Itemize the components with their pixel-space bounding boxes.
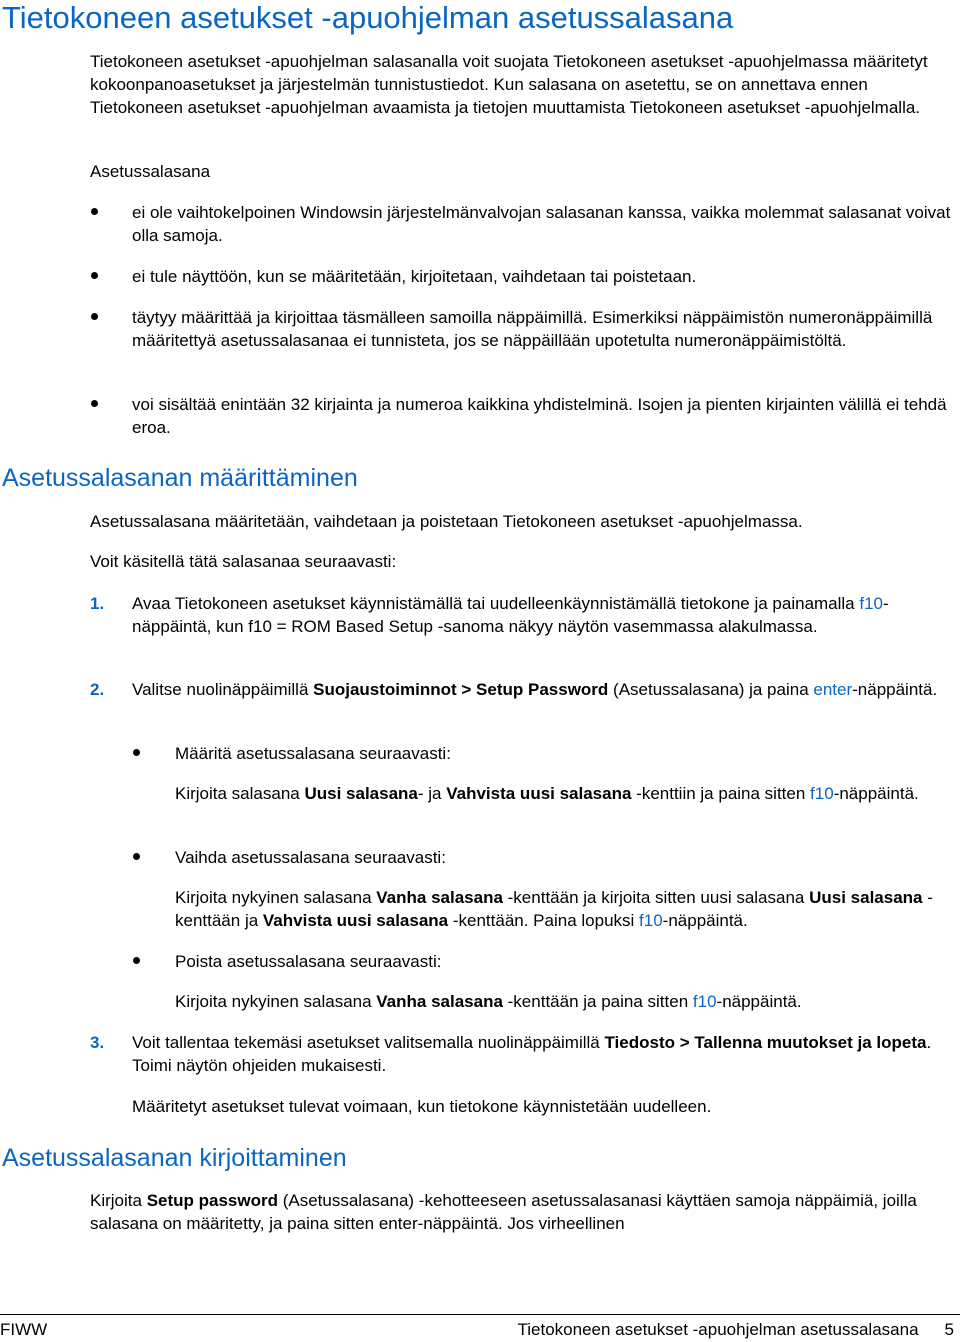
key-f10: f10 xyxy=(639,911,663,930)
sub-item-change-desc: Kirjoita nykyinen salasana Vanha salasana -kenttään ja kirjoita sitten uusi salasana Uusi salasana -kenttään ja Vahvista uusi salasana -kenttään. Paina lopuksi f10-näppäintä. xyxy=(175,888,933,930)
bullet-item-3: täytyy määrittää ja kirjoittaa täsmälleen samoilla näppäimillä. Esimerkiksi näppäimistön numeronäppäimillä määritettyä asetussalasanaa ei tunnisteta, jos se näppäillään upotetulta numeronäppäimistöltä. xyxy=(132,308,933,350)
bullet-icon xyxy=(133,749,140,756)
bullet-item-4: voi sisältää enintään 32 kirjainta ja numeroa kaikkina yhdistelminä. Isojen ja pienten kirjainten välillä ei tehdä eroa. xyxy=(132,395,947,437)
sub-item-define-label: Määritä asetussalasana seuraavasti: xyxy=(175,744,451,763)
bullet-icon xyxy=(133,957,140,964)
step-number-3: 3. xyxy=(90,1033,105,1052)
key-f10: f10 xyxy=(810,784,834,803)
sub-item-remove-label: Poista asetussalasana seuraavasti: xyxy=(175,952,442,971)
bullet-icon xyxy=(91,208,98,215)
step-number-2: 2. xyxy=(90,680,105,699)
footer-doc-code: FIWW xyxy=(0,1320,48,1339)
key-f10: f10 xyxy=(859,594,884,613)
bullet-item-2: ei tule näyttöön, kun se määritetään, kirjoitetaan, vaihdetaan tai poistetaan. xyxy=(132,267,697,286)
footer-chapter-title: Tietokoneen asetukset -apuohjelman asetussalasana xyxy=(517,1320,919,1339)
intro-paragraph: Tietokoneen asetukset -apuohjelman salasanalla voit suojata Tietokoneen asetukset -apuohjelmassa määritetyt kokoonpanoasetukset ja järjestelmän tunnistustiedot. Kun salasana on asetettu, se on annettava ennen Tietokoneen asetukset -apuohjelman avaamista ja tietojen muuttamista Tietokoneen asetukset -apuohjelmalla. xyxy=(90,52,928,117)
step-1-text: Avaa Tietokoneen asetukset käynnistämällä tai uudelleenkäynnistämällä tietokone ja painamalla f10-näppäintä, kun f10 = ROM Based Setup -sanoma näkyy näytön vasemmassa alakulmassa. xyxy=(132,594,889,636)
bullet-item-1: ei ole vaihtokelpoinen Windowsin järjestelmänvalvojan salasanan kanssa, vaikka molemmat salasanat voivat olla samoja. xyxy=(132,203,951,245)
key-enter: enter xyxy=(813,680,853,699)
bullet-icon xyxy=(91,272,98,279)
bullet-icon xyxy=(91,313,98,320)
sub-item-remove-desc: Kirjoita nykyinen salasana Vanha salasana -kenttään ja paina sitten f10-näppäintä. xyxy=(175,992,802,1011)
sub-item-change-label: Vaihda asetussalasana seuraavasti: xyxy=(175,848,446,867)
step-number-1: 1. xyxy=(90,594,105,613)
footer-rule xyxy=(0,1314,960,1315)
footer-chapter xyxy=(518,1320,955,1340)
page-title: Tietokoneen asetukset -apuohjelman asetussalasana xyxy=(2,0,734,35)
bullet-icon xyxy=(133,853,140,860)
section2-paragraph: Kirjoita Setup password (Asetussalasana) -kehotteeseen asetussalasanasi käyttäen samoja näppäimiä, joilla salasana on määritetty, ja paina sitten enter-näppäintä. Jos virheellinen xyxy=(90,1191,917,1233)
subheading: Asetussalasana xyxy=(90,162,211,181)
step-3-text: Voit tallentaa tekemäsi asetukset valitsemalla nuolinäppäimillä Tiedosto > Tallenna muutokset ja lopeta. Toimi näytön ohjeiden mukaisesti. xyxy=(132,1033,932,1075)
page-number: 5 xyxy=(944,1320,954,1339)
bullet-icon xyxy=(91,400,98,407)
step-3-note: Määritetyt asetukset tulevat voimaan, kun tietokone käynnistetään uudelleen. xyxy=(132,1097,712,1116)
sub-item-define-desc: Kirjoita salasana Uusi salasana- ja Vahvista uusi salasana -kenttiin ja paina sitten f10-näppäintä. xyxy=(175,784,919,803)
section-heading-enter: Asetussalasanan kirjoittaminen xyxy=(2,1144,347,1172)
section1-paragraph-1: Asetussalasana määritetään, vaihdetaan ja poistetaan Tietokoneen asetukset -apuohjelmassa. xyxy=(90,512,803,531)
step-2-text: Valitse nuolinäppäimillä Suojaustoiminnot > Setup Password (Asetussalasana) ja paina enter-näppäintä. xyxy=(132,680,938,699)
key-f10: f10 xyxy=(692,992,717,1011)
section1-paragraph-2: Voit käsitellä tätä salasanaa seuraavasti: xyxy=(90,552,397,571)
section-heading-define: Asetussalasanan määrittäminen xyxy=(2,464,358,492)
